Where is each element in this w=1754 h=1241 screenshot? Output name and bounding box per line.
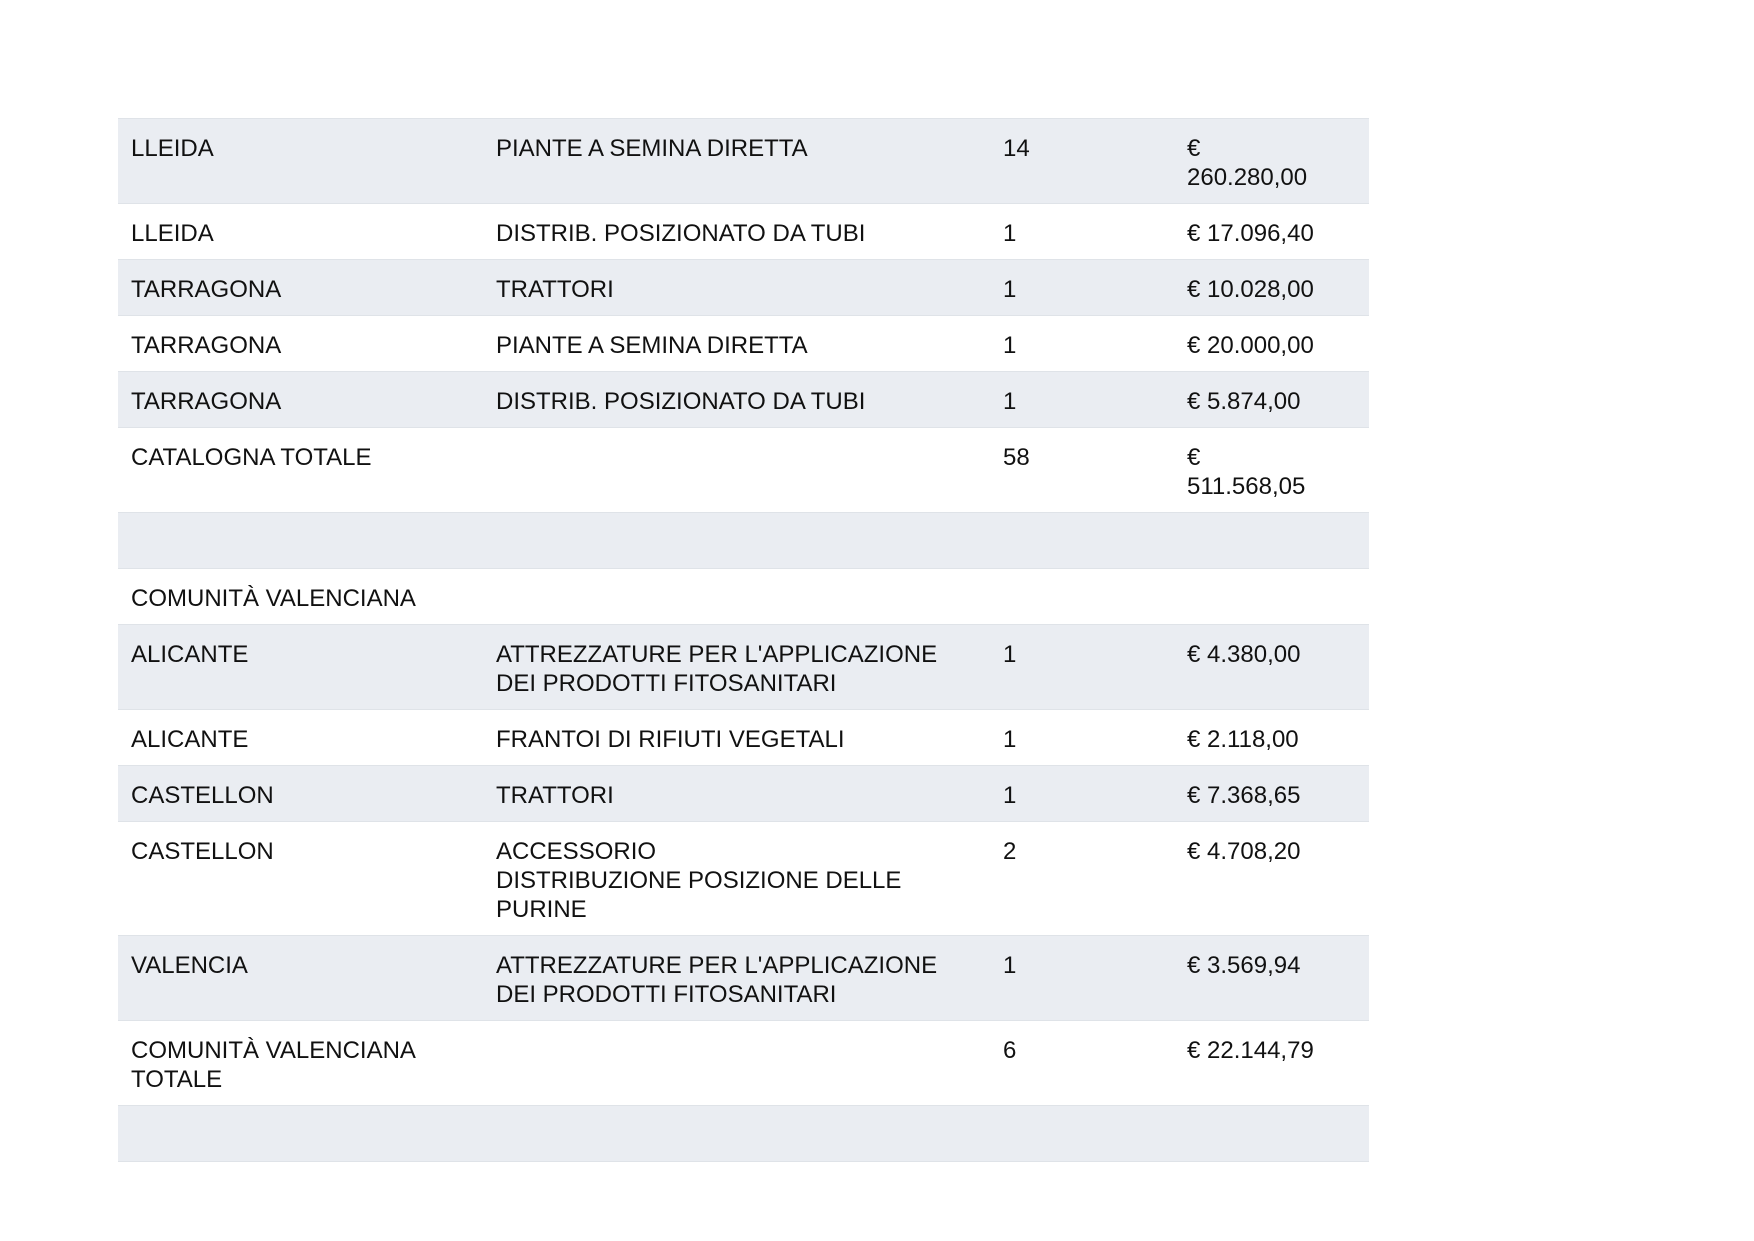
machinery-subsidy-table: [118, 118, 1369, 1162]
amount-cell: € 22.144,79: [1174, 1021, 1369, 1106]
category-cell: ATTREZZATURE PER L'APPLICAZIONE DEI PRODOTTI FITOSANITARI: [483, 625, 990, 710]
table-row: [118, 625, 1369, 710]
subtotal-row: [118, 428, 1369, 513]
category-cell: [483, 428, 990, 513]
table-row: [118, 260, 1369, 316]
province-cell: CASTELLON: [118, 766, 483, 822]
count-cell: 1: [990, 260, 1174, 316]
empty-cell: [990, 1106, 1174, 1162]
region-total-label: COMUNITÀ VALENCIANA TOTALE: [118, 1021, 483, 1106]
table-row: [118, 766, 1369, 822]
empty-cell: [990, 513, 1174, 569]
amount-cell: € 4.708,20: [1174, 822, 1369, 936]
subtotal-row: [118, 1021, 1369, 1106]
amount-cell: € 10.028,00: [1174, 260, 1369, 316]
region-total-label: CATALOGNA TOTALE: [118, 428, 483, 513]
table-row: [118, 936, 1369, 1021]
province-cell: ALICANTE: [118, 710, 483, 766]
empty-cell: [1174, 1106, 1369, 1162]
amount-cell: € 3.569,94: [1174, 936, 1369, 1021]
table-row: [118, 822, 1369, 936]
empty-cell: [118, 1106, 483, 1162]
province-cell: TARRAGONA: [118, 260, 483, 316]
category-cell: ATTREZZATURE PER L'APPLICAZIONE DEI PRODOTTI FITOSANITARI: [483, 936, 990, 1021]
count-cell: 1: [990, 936, 1174, 1021]
category-cell: [483, 1021, 990, 1106]
table-row: [118, 372, 1369, 428]
empty-cell: [483, 1106, 990, 1162]
province-cell: CASTELLON: [118, 822, 483, 936]
count-cell: 2: [990, 822, 1174, 936]
count-cell: 1: [990, 204, 1174, 260]
category-cell: DISTRIB. POSIZIONATO DA TUBI: [483, 204, 990, 260]
amount-cell: € 511.568,05: [1174, 428, 1369, 513]
region-name: COMUNITÀ VALENCIANA: [118, 569, 483, 625]
category-cell: FRANTOI DI RIFIUTI VEGETALI: [483, 710, 990, 766]
province-cell: TARRAGONA: [118, 372, 483, 428]
table-row: [118, 204, 1369, 260]
count-cell: 1: [990, 710, 1174, 766]
amount-cell: € 4.380,00: [1174, 625, 1369, 710]
amount-cell: € 2.118,00: [1174, 710, 1369, 766]
spacer-row: [118, 513, 1369, 569]
table-row: [118, 119, 1369, 204]
count-cell: 1: [990, 625, 1174, 710]
category-cell: [483, 569, 990, 625]
count-cell: 1: [990, 766, 1174, 822]
spacer-row: [118, 1106, 1369, 1162]
count-cell: 14: [990, 119, 1174, 204]
empty-cell: [118, 513, 483, 569]
province-cell: VALENCIA: [118, 936, 483, 1021]
category-cell: PIANTE A SEMINA DIRETTA: [483, 316, 990, 372]
amount-cell: € 7.368,65: [1174, 766, 1369, 822]
table-row: [118, 710, 1369, 766]
category-cell: DISTRIB. POSIZIONATO DA TUBI: [483, 372, 990, 428]
count-cell: 58: [990, 428, 1174, 513]
count-cell: 1: [990, 372, 1174, 428]
empty-cell: [483, 513, 990, 569]
count-cell: 1: [990, 316, 1174, 372]
province-cell: ALICANTE: [118, 625, 483, 710]
category-cell: TRATTORI: [483, 260, 990, 316]
category-cell: PIANTE A SEMINA DIRETTA: [483, 119, 990, 204]
count-cell: [990, 569, 1174, 625]
province-cell: TARRAGONA: [118, 316, 483, 372]
empty-cell: [1174, 513, 1369, 569]
amount-cell: € 20.000,00: [1174, 316, 1369, 372]
amount-cell: € 17.096,40: [1174, 204, 1369, 260]
category-cell: TRATTORI: [483, 766, 990, 822]
count-cell: 6: [990, 1021, 1174, 1106]
table-row: [118, 316, 1369, 372]
amount-cell: € 5.874,00: [1174, 372, 1369, 428]
amount-cell: € 260.280,00: [1174, 119, 1369, 204]
province-cell: LLEIDA: [118, 119, 483, 204]
amount-cell: [1174, 569, 1369, 625]
region-header-row: [118, 569, 1369, 625]
category-cell: ACCESSORIO DISTRIBUZIONE POSIZIONE DELLE PURINE: [483, 822, 990, 936]
province-cell: LLEIDA: [118, 204, 483, 260]
